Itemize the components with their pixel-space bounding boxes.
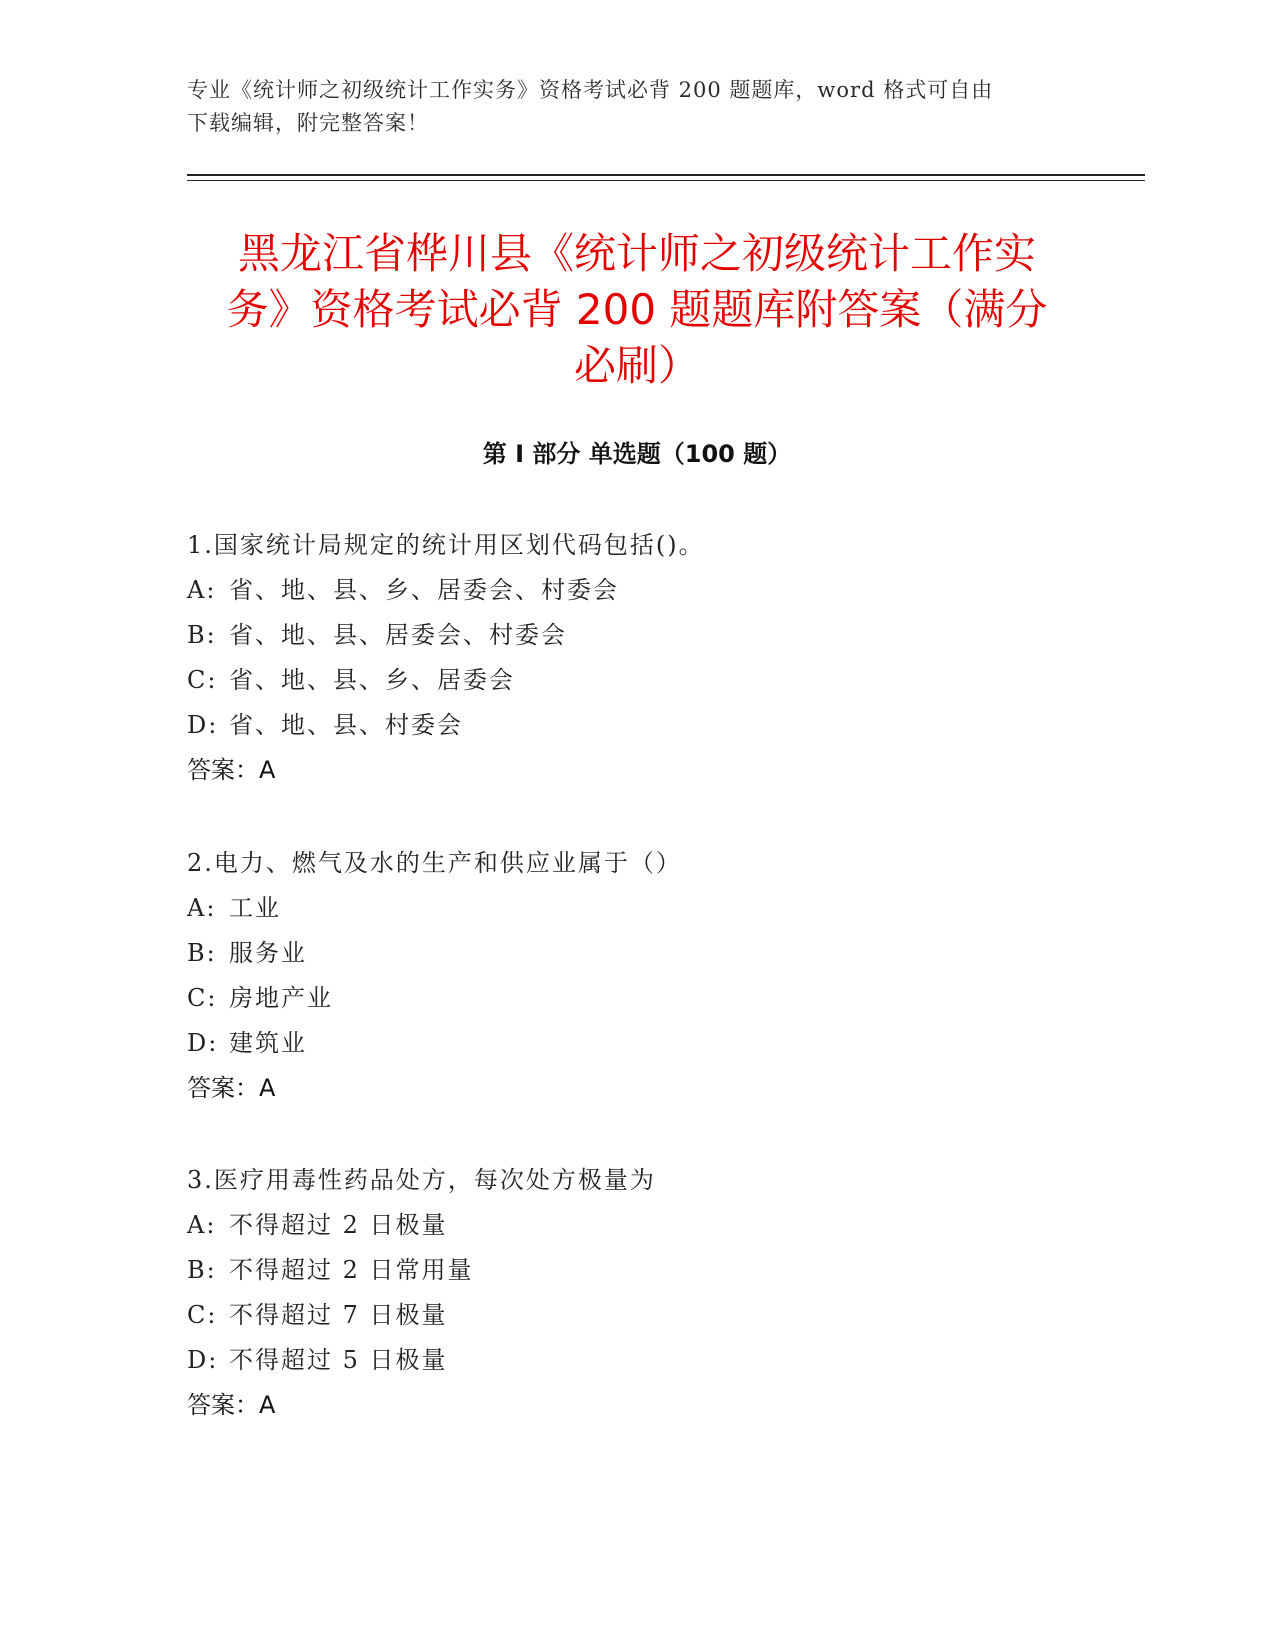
option-letter: D: — [187, 711, 219, 739]
question-1 — [187, 530, 1087, 800]
document-title — [187, 226, 1087, 394]
option-d — [187, 1028, 1087, 1073]
option-c — [187, 1300, 1087, 1345]
document-title-line-2: 务》资格考试必背 200 题题库附答案（满分 — [226, 285, 1048, 334]
question-2 — [187, 848, 1087, 1118]
answer-line: 答案：A — [187, 756, 276, 784]
option-text: 不得超过 2 日常用量 — [229, 1256, 474, 1284]
question-3 — [187, 1165, 1087, 1435]
option-text: 不得超过 2 日极量 — [229, 1211, 448, 1239]
option-text: 不得超过 7 日极量 — [229, 1301, 448, 1329]
header-divider-thick — [187, 174, 1145, 176]
option-d — [187, 710, 1087, 755]
option-d — [187, 1345, 1087, 1390]
option-a — [187, 893, 1087, 938]
option-letter: C: — [187, 666, 218, 694]
option-a — [187, 575, 1087, 620]
option-text: 服务业 — [229, 939, 307, 967]
option-letter: A: — [187, 1211, 217, 1239]
option-text: 省、地、县、乡、居委会 — [229, 666, 515, 694]
question-text: 3.医疗用毒性药品处方，每次处方极量为 — [187, 1166, 656, 1194]
option-letter: C: — [187, 1301, 218, 1329]
option-c — [187, 665, 1087, 710]
document-title-line-1: 黑龙江省桦川县《统计师之初级统计工作实 — [237, 229, 1036, 278]
option-a — [187, 1210, 1087, 1255]
question-text: 2.电力、燃气及水的生产和供应业属于（） — [187, 849, 682, 877]
option-text: 工业 — [229, 894, 281, 922]
header-note — [187, 74, 1087, 140]
header-divider-thin — [187, 180, 1145, 181]
option-text: 建筑业 — [229, 1029, 307, 1057]
option-letter: D: — [187, 1346, 219, 1374]
question-text: 1.国家统计局规定的统计用区划代码包括()。 — [187, 531, 705, 559]
option-letter: B: — [187, 939, 217, 967]
option-text: 不得超过 5 日极量 — [229, 1346, 448, 1374]
option-b — [187, 620, 1087, 665]
answer-line: 答案：A — [187, 1074, 276, 1102]
option-b — [187, 1255, 1087, 1300]
document-title-line-3: 必刷） — [573, 341, 700, 390]
option-letter: A: — [187, 894, 217, 922]
option-letter: B: — [187, 1256, 217, 1284]
option-text: 省、地、县、居委会、村委会 — [229, 621, 567, 649]
option-letter: D: — [187, 1029, 219, 1057]
option-text: 省、地、县、村委会 — [229, 711, 463, 739]
section-title: 第 I 部分 单选题（100 题） — [482, 440, 792, 468]
option-letter: B: — [187, 621, 217, 649]
option-text: 房地产业 — [229, 984, 333, 1012]
answer-line: 答案：A — [187, 1391, 276, 1419]
option-text: 省、地、县、乡、居委会、村委会 — [229, 576, 619, 604]
header-note-line-1: 专业《统计师之初级统计工作实务》资格考试必背 200 题题库，word 格式可自由 — [187, 78, 994, 102]
option-letter: C: — [187, 984, 218, 1012]
header-note-line-2: 下载编辑，附完整答案！ — [187, 111, 429, 135]
option-letter: A: — [187, 576, 217, 604]
option-c — [187, 983, 1087, 1028]
option-b — [187, 938, 1087, 983]
